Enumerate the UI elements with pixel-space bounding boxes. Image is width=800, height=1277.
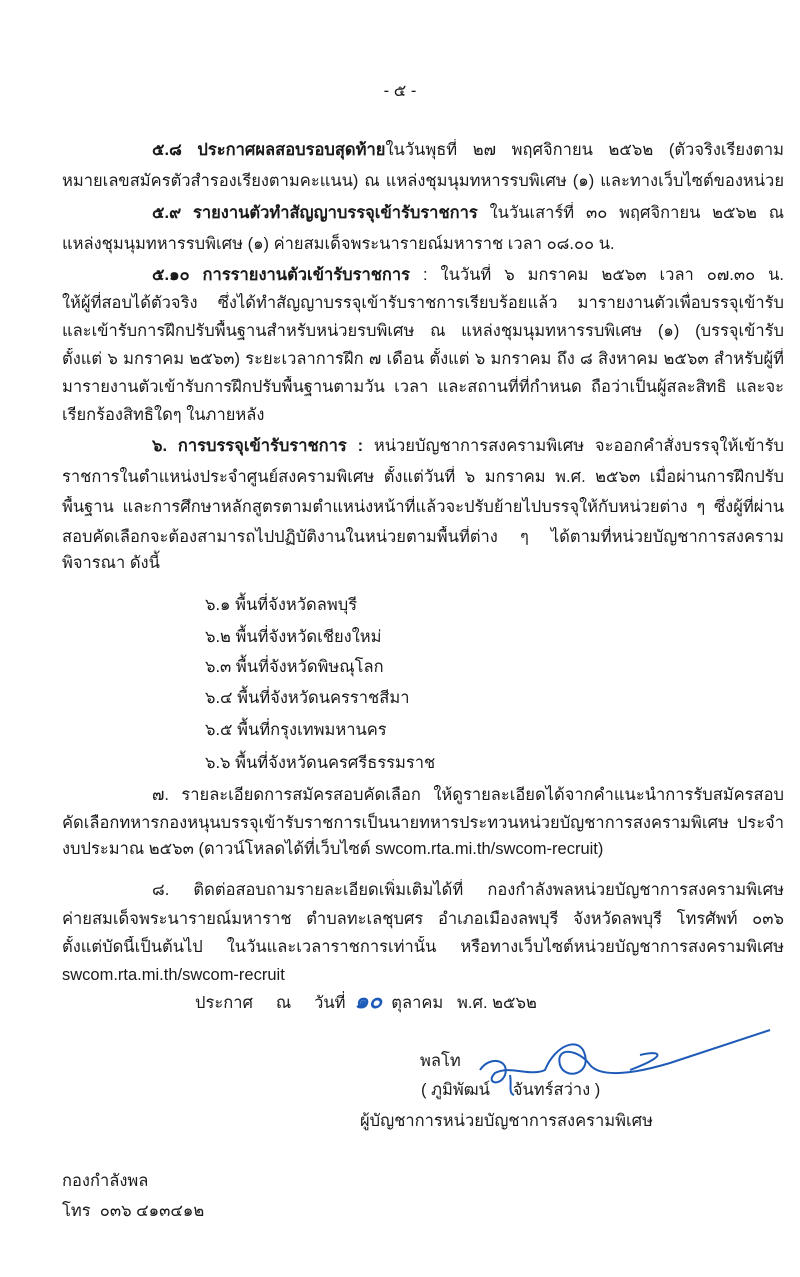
section-5-10-line: มารายงานตัวเข้ารับการฝึกปรับพื้นฐานตามวัน เวลา และสถานที่ที่กำหนด ถือว่าเป็นผู้สละสิทธิ และจะ bbox=[62, 378, 784, 396]
section-5-9-line: ๕.๙ รายงานตัวทำสัญญาบรรจุเข้ารับราชการ ในวันเสาร์ที่ ๓๐ พฤศจิกายน ๒๕๖๒ ณ bbox=[152, 204, 784, 222]
area-list-item: ๖.๑ พื้นที่จังหวัดลพบุรี bbox=[205, 596, 358, 614]
section-6-line: ราชการในตำแหน่งประจำศูนย์สงครามพิเศษ ตั้งแต่วันที่ ๖ มกราคม พ.ศ. ๒๕๖๓ เมื่อผ่านการฝึกปรับ bbox=[62, 468, 784, 486]
section-5-8-line: ๕.๘ ประกาศผลสอบรอบสุดท้ายในวันพุธที่ ๒๗ พฤศจิกายน ๒๕๖๒ (ตัวจริงเรียงตาม bbox=[152, 141, 784, 159]
section-8-line: ๘. ติดต่อสอบถามรายละเอียดเพิ่มเติมได้ที่ กองกำลังพลหน่วยบัญชาการสงครามพิเศษ bbox=[152, 881, 784, 899]
section-5-8-line: หมายเลขสมัครตัวสำรองเรียงตามคะแนน) ณ แหล่งชุมนุมทหารรบพิเศษ (๑) และทางเว็บไซต์ของหน่วย bbox=[62, 172, 784, 190]
area-list-item: ๖.๕ พื้นที่กรุงเทพมหานคร bbox=[205, 721, 387, 739]
area-list-item: ๖.๔ พื้นที่จังหวัดนครราชสีมา bbox=[205, 689, 410, 707]
announcement-date: ประกาศ ณ วันที่ ๑๐ ตุลาคม พ.ศ. ๒๕๖๒ bbox=[195, 988, 537, 1013]
section-7-line: งบประมาณ ๒๕๖๓ (ดาวน์โหลดได้ที่เว็บไซต์ swcom.rta.mi.th/swcom-recruit) bbox=[62, 840, 604, 858]
area-list-item: ๖.๒ พื้นที่จังหวัดเชียงใหม่ bbox=[205, 628, 382, 646]
section-6-line: ๖. การบรรจุเข้ารับราชการ : หน่วยบัญชาการสงครามพิเศษ จะออกคำสั่งบรรจุให้เข้ารับ bbox=[152, 437, 784, 455]
section-5-9-heading: ๕.๙ รายงานตัวทำสัญญาบรรจุเข้ารับราชการ bbox=[152, 204, 478, 222]
section-5-10-line: และเข้ารับการฝึกปรับพื้นฐานสำหรับหน่วยรบพิเศษ ณ แหล่งชุมนุมทหารรบพิเศษ (๑) (บรรจุเข้ารับ bbox=[62, 322, 784, 340]
signatory-name: ( ภูมิพัฒน์ จันทร์สว่าง ) bbox=[421, 1081, 601, 1099]
area-list-item: ๖.๓ พื้นที่จังหวัดพิษณุโลก bbox=[205, 658, 384, 676]
section-6-line: พื้นฐาน และการศึกษาหลักสูตรตามตำแหน่งหน้าที่แล้วจะปรับย้ายไปบรรจุให้กับหน่วยต่าง ๆ ซึ่งผู้ที่ผ่าน bbox=[62, 498, 784, 516]
section-8-line: ค่ายสมเด็จพระนารายณ์มหาราช ตำบลทะเลชุบศร อำเภอเมืองลพบุรี จังหวัดลพบุรี โทรศัพท์ ๐๓๖ bbox=[62, 910, 784, 928]
section-8-line: ตั้งแต่บัดนี้เป็นต้นไป ในวันและเวลาราชการเท่านั้น หรือทางเว็บไซต์หน่วยบัญชาการสงครามพิเศษ bbox=[62, 938, 784, 956]
section-7-line: ๗. รายละเอียดการสมัครสอบคัดเลือก ให้ดูรายละเอียดได้จากคำแนะนำการรับสมัครสอบ bbox=[152, 786, 784, 804]
footer-department: กองกำลังพล bbox=[62, 1172, 149, 1190]
signatory-rank: พลโท bbox=[420, 1052, 461, 1070]
section-5-10-line: ตั้งแต่ ๖ มกราคม ๒๕๖๓) ระยะเวลาการฝึก ๗ เดือน ตั้งแต่ ๖ มกราคม ถึง ๘ สิงหาคม ๒๕๖๓ สำหรับผู้ที่ bbox=[62, 350, 784, 368]
handwritten-day: ๑๐ bbox=[354, 988, 383, 1013]
footer-phone: โทร ๐๓๖ ๔๑๓๔๑๒ bbox=[62, 1202, 205, 1220]
section-6-line: สอบคัดเลือกจะต้องสามารถไปปฏิบัติงานในหน่วยตามพื้นที่ต่าง ๆ ได้ตามที่หน่วยบัญชาการสงคราม bbox=[62, 528, 784, 546]
section-5-9-line: แหล่งชุมนุมทหารรบพิเศษ (๑) ค่ายสมเด็จพระนารายณ์มหาราช เวลา ๐๘.๐๐ น. bbox=[62, 235, 615, 253]
section-5-10-line: ๕.๑๐ การรายงานตัวเข้ารับราชการ : ในวันที่ ๖ มกราคม ๒๕๖๓ เวลา ๐๗.๓๐ น. bbox=[152, 266, 784, 284]
section-5-10-heading: ๕.๑๐ การรายงานตัวเข้ารับราชการ bbox=[152, 266, 411, 284]
section-6-line: พิจารณา ดังนี้ bbox=[62, 554, 160, 572]
section-7-line: คัดเลือกทหารกองหนุนบรรจุเข้ารับราชการเป็นนายทหารประทวนหน่วยบัญชาการสงครามพิเศษ ประจำ bbox=[62, 814, 784, 832]
section-6-heading: ๖. การบรรจุเข้ารับราชการ : bbox=[152, 437, 364, 455]
section-5-8-heading: ๕.๘ ประกาศผลสอบรอบสุดท้าย bbox=[152, 141, 386, 159]
signatory-position: ผู้บัญชาการหน่วยบัญชาการสงครามพิเศษ bbox=[360, 1112, 654, 1130]
section-8-line: swcom.rta.mi.th/swcom-recruit bbox=[62, 966, 285, 984]
page-number: - ๕ - bbox=[383, 82, 417, 100]
section-5-10-line: เรียกร้องสิทธิใดๆ ในภายหลัง bbox=[62, 406, 265, 424]
area-list-item: ๖.๖ พื้นที่จังหวัดนครศรีธรรมราช bbox=[205, 754, 436, 772]
section-5-10-line: ให้ผู้ที่สอบได้ตัวจริง ซึ่งได้ทำสัญญาบรรจุเข้ารับราชการเรียบร้อยแล้ว มารายงานตัวเพื่อบรรจุเข้ารับ bbox=[62, 294, 784, 312]
